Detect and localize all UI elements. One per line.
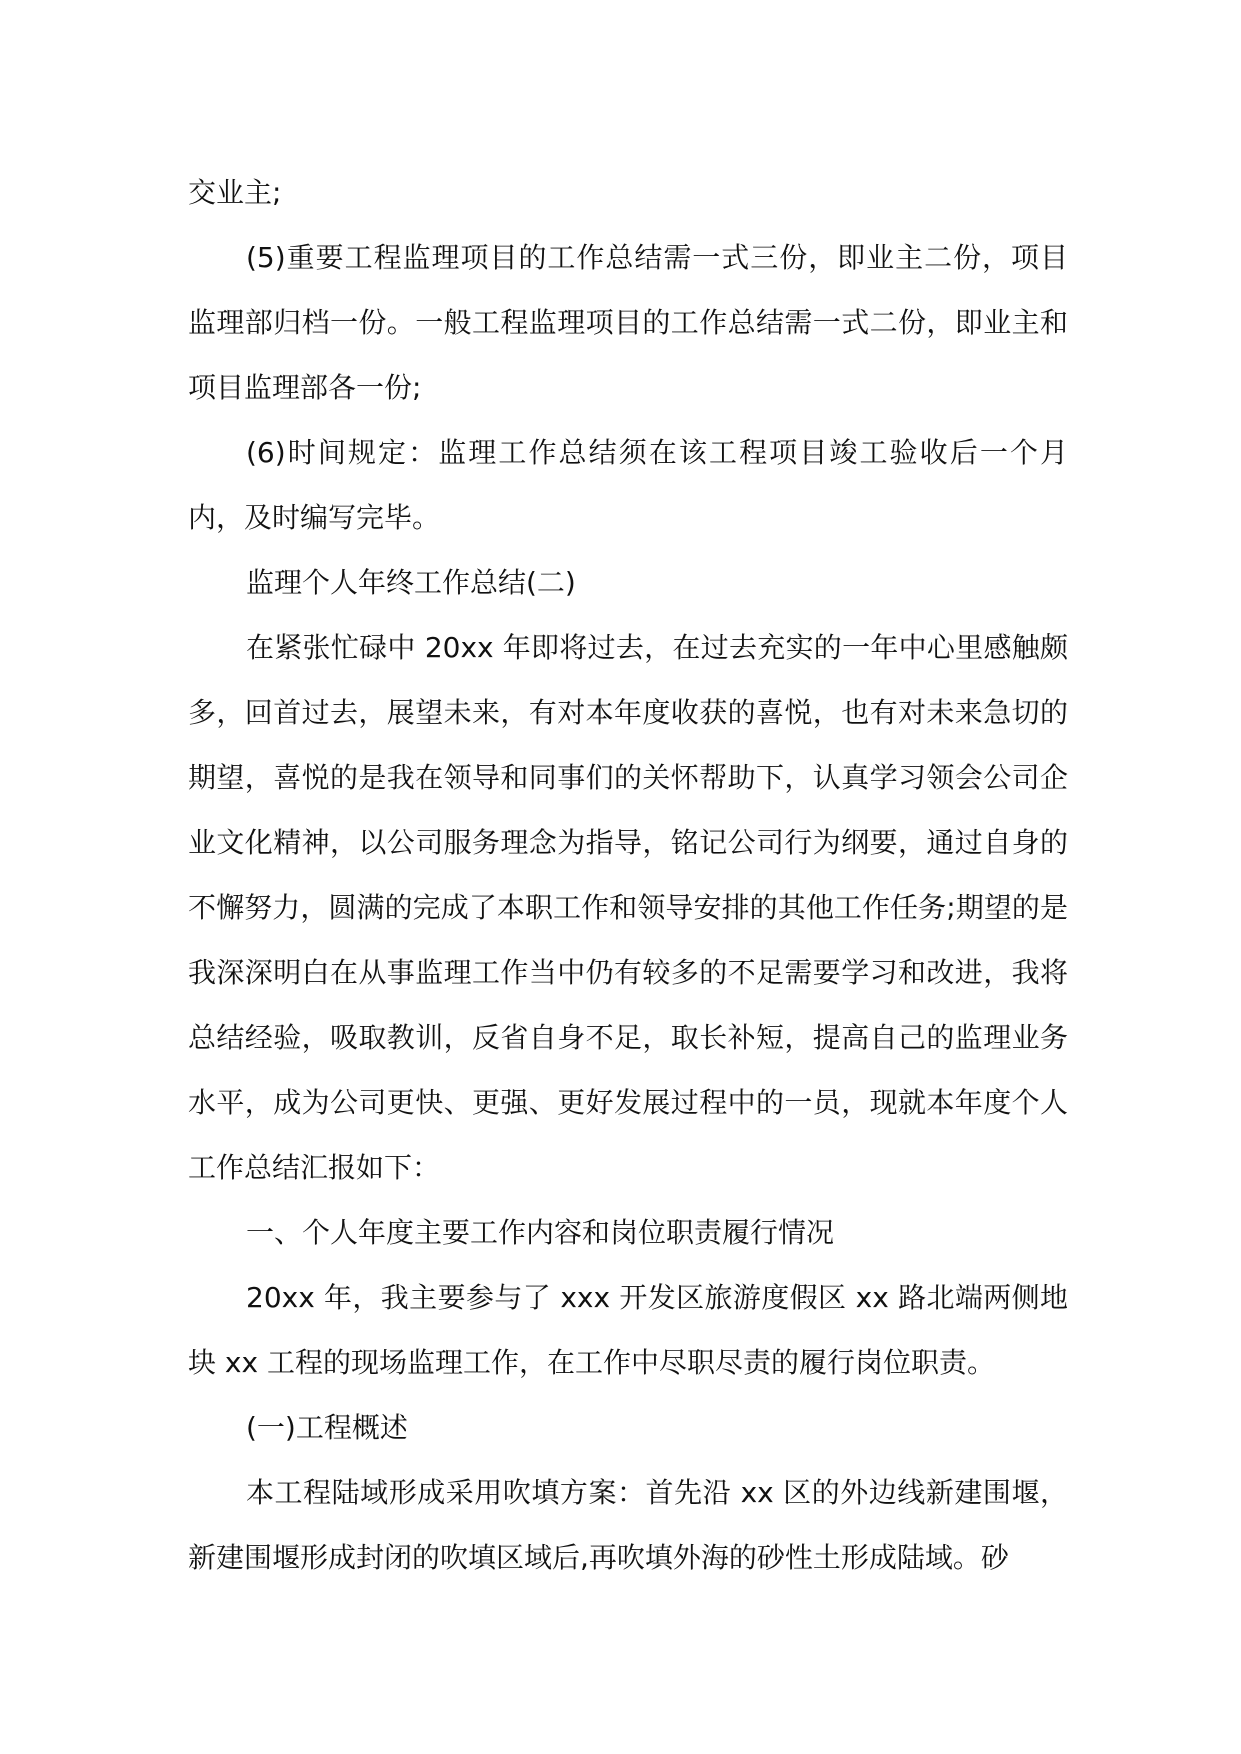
- paragraph-project-description: 本工程陆域形成采用吹填方案：首先沿 xx 区的外边线新建围堰，新建围堰形成封闭的吹填区域后,再吹填外海的砂性土形成陆域。砂: [188, 1476, 1068, 1574]
- heading-section-1: 一、个人年度主要工作内容和岗位职责履行情况: [246, 1216, 835, 1249]
- heading-project-overview: (一)工程概述: [246, 1411, 408, 1444]
- document-body: [188, 160, 1068, 1590]
- paragraph-intro: 在紧张忙碌中 20xx 年即将过去，在过去充实的一年中心里感触颇多，回首过去，展望未来，有对本年度收获的喜悦，也有对未来急切的期望，喜悦的是我在领导和同事们的关怀帮助下，认真学习领会公司企业文化精神，以公司服务理念为指导，铭记公司行为纲要，通过自身的不懈努力，圆满的完成了本职工作和领导安排的其他工作任务;期望的是我深深明白在从事监理工作当中仍有较多的不足需要学习和改进，我将总结经验，吸取教训，反省自身不足，取长补短，提高自己的监理业务水平，成为公司更快、更强、更好发展过程中的一员，现就本年度个人工作总结汇报如下：: [188, 631, 1068, 1184]
- paragraph-item-5: (5)重要工程监理项目的工作总结需一式三份，即业主二份，项目监理部归档一份。一般工程监理项目的工作总结需一式二份，即业主和项目监理部各一份;: [188, 241, 1068, 404]
- paragraph-item-6: (6)时间规定：监理工作总结须在该工程项目竣工验收后一个月内，及时编写完毕。: [188, 436, 1068, 534]
- section-title: 监理个人年终工作总结(二): [246, 566, 576, 599]
- paragraph-work-summary: 20xx 年，我主要参与了 xxx 开发区旅游度假区 xx 路北端两侧地块 xx 工程的现场监理工作，在工作中尽职尽责的履行岗位职责。: [188, 1281, 1068, 1379]
- paragraph-continuation: 交业主;: [188, 176, 282, 209]
